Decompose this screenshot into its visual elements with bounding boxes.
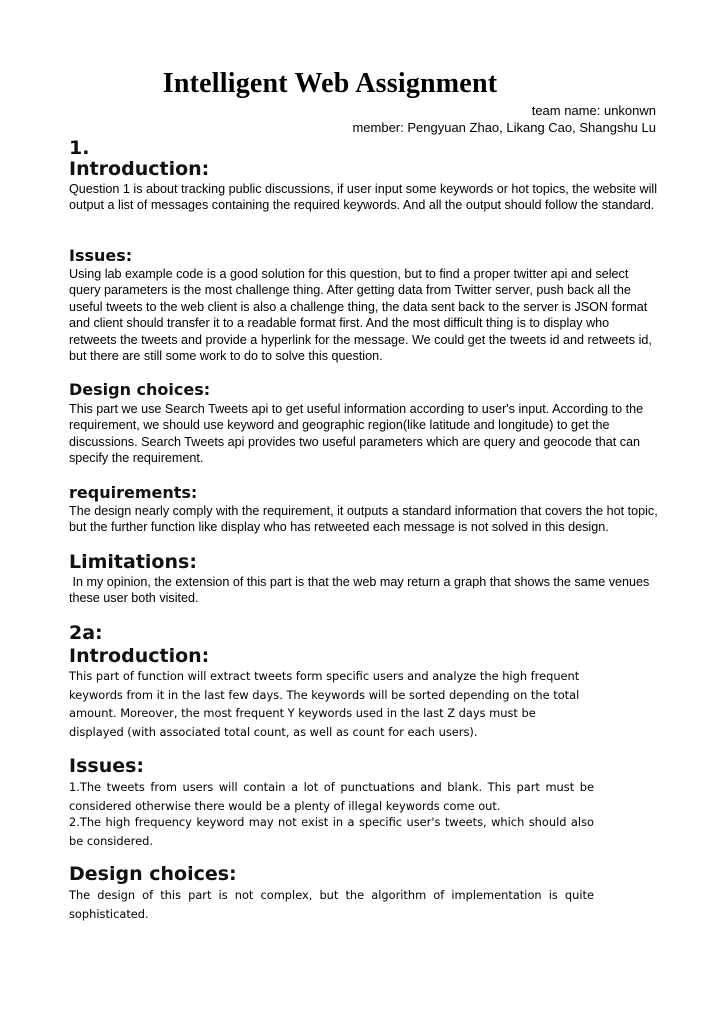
section-number-1: 1.	[69, 137, 90, 159]
page-title: Intelligent Web Assignment	[162, 68, 498, 99]
q2a-design-text: The design of this part is not complex, but the algorithm of implementation is quite sophisticated.	[69, 888, 594, 921]
q2a-design-heading: Design choices:	[69, 863, 237, 885]
q1-design-text: This part we use Search Tweets api to get useful information according to user's input. According to the requirement, we should use keyword and geographic region(like latitude and longitude) to get the discussions. Search Tweets api provides two useful parameters which are query and geocode that can specify the requirement.	[69, 402, 644, 466]
q1-limitations-heading: Limitations:	[69, 551, 197, 573]
q1-issues-heading: Issues:	[69, 246, 133, 265]
q1-introduction-text: Question 1 is about tracking public discussions, if user input some keywords or hot topics, the website will output a list of messages containing the required keywords. And all the output should follow the standard.	[69, 182, 657, 213]
q1-limitations-text: In my opinion, the extension of this part is that the web may return a graph that shows the same venues these user both visited.	[69, 575, 653, 606]
q1-issues-text: Using lab example code is a good solution for this question, but to find a proper twitter api and select query parameters is the most challenge thing. After getting data from Twitter server, push back all the useful tweets to the web client is also a challenge thing, the data sent back to the server is JSON format and client should transfer it to a readable format first. And the most difficult thing is to display who retweets the tweets and provide a hyperlink for the message. We could get the tweets id and retweets id, but there are still some work to do to solve this question.	[69, 267, 652, 364]
q2a-issues-line-1: 1.The tweets from users will contain a lot of punctuations and blank. This part must be considered otherwise there would be a plenty of illegal keywords come out.	[69, 780, 594, 813]
q2a-introduction-heading: Introduction:	[69, 645, 210, 667]
q1-requirements-text: The design nearly comply with the requirement, it outputs a standard information that covers the hot topic, but the further function like display who has retweeted each message is not solved in this design.	[69, 504, 658, 535]
member-list: member: Pengyuan Zhao, Likang Cao, Shangshu Lu	[352, 120, 656, 135]
q1-introduction-heading: Introduction:	[69, 158, 210, 180]
team-name: team name: unkonwn	[531, 103, 656, 118]
q2a-issues-heading: Issues:	[69, 755, 145, 777]
q1-requirements-heading: requirements:	[69, 483, 198, 502]
q2a-introduction-text: This part of function will extract tweets form specific users and analyze the high frequent keywords from it in the last few days. The keywords will be sorted depending on the total amount. Moreover, the most frequent Y keywords used in the last Z days must be displayed (with associated total count, as well as count for each users).	[69, 669, 580, 739]
section-number-2a: 2a:	[69, 622, 103, 644]
q2a-issues-line-2: 2.The high frequency keyword may not exist in a specific user's tweets, which should also be considered.	[69, 815, 594, 848]
q1-design-heading: Design choices:	[69, 380, 211, 399]
